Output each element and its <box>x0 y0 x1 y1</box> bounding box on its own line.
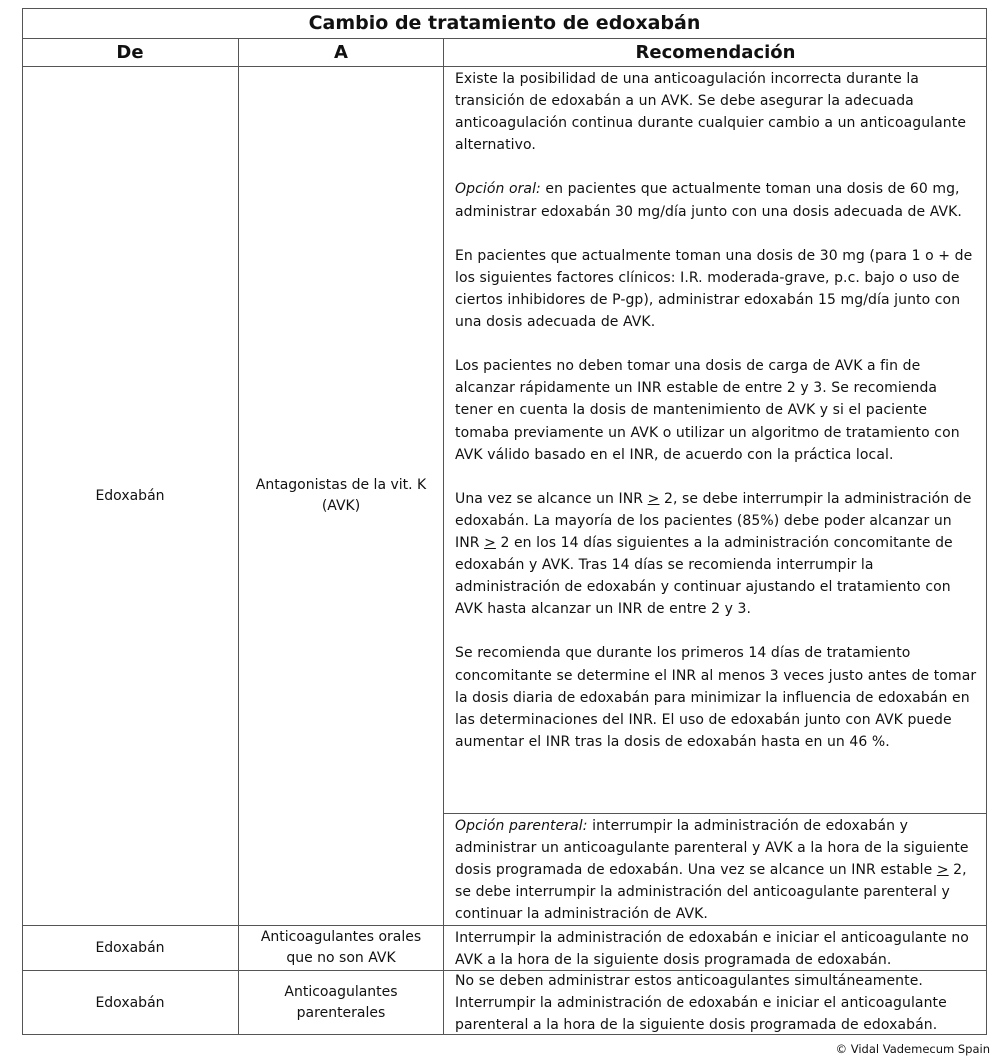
row1-parenteral-option <box>455 815 979 925</box>
p5-symbol-1: > <box>647 490 660 507</box>
header-recomendacion: Recomendación <box>635 41 796 63</box>
row2-a <box>239 926 443 970</box>
rec-paragraph-5 <box>455 488 979 621</box>
rec-paragraph-2 <box>455 178 979 222</box>
row3-de-text: Edoxabán <box>95 994 165 1011</box>
row3-a-text: Anticoagulantes parenterales <box>284 984 398 1021</box>
parenteral-divider <box>443 813 987 814</box>
oral-option-text: en pacientes que actualmente toman una dosis de 60 mg, administrar edoxabán 30 mg/día junto con una dosis adecuada de AVK. <box>455 181 962 220</box>
row1-de <box>22 67 238 925</box>
table-title: Cambio de tratamiento de edoxabán <box>308 12 701 34</box>
col-divider-2 <box>443 38 444 1035</box>
row1-a <box>239 67 443 925</box>
rec-paragraph-6: Se recomienda que durante los primeros 14 días de tratamiento concomitante se determine el INR al menos 3 veces justo antes de tomar la dosis diaria de edoxabán para minimizar la influencia de edoxabán en las determinaciones del INR. El uso de edoxabán junto con AVK puede aumentar el INR tras la dosis de edoxabán hasta en un 46 %. <box>455 645 977 750</box>
row1-a-text: Antagonistas de la vit. K (AVK) <box>255 477 427 514</box>
rec-paragraph-4: Los pacientes no deben tomar una dosis de carga de AVK a fin de alcanzar rápidamente un INR estable de entre 2 y 3. Se recomienda tener en cuenta la dosis de mantenimiento de AVK y si el paciente tomaba previamente un AVK o utilizar un algoritmo de tratamiento con AVK válido basado en el INR, de acuerdo con la práctica local. <box>455 358 960 463</box>
row3-recomendacion <box>455 970 979 1036</box>
row3-de <box>22 971 238 1035</box>
row1-recomendacion <box>455 68 979 753</box>
row1-de-text: Edoxabán <box>95 487 165 504</box>
parenteral-symbol: > <box>936 862 949 879</box>
header-a: A <box>334 41 348 63</box>
parenteral-text-b: 2, se debe interrumpir la administración del anticoagulante parenteral y continuar la administración de AVK. <box>455 862 967 923</box>
copyright-notice: © Vidal Vademecum Spain <box>835 1042 990 1056</box>
p5-text-c: 2 en los 14 días siguientes a la administración concomitante de edoxabán y AVK. Tras 14 días se recomienda interrumpir la administración de edoxabán y continuar ajustando el tratamiento con AVK hasta alcanzar un INR de entre 2 y 3. <box>455 534 953 618</box>
row2-de <box>22 926 238 970</box>
rec-paragraph-3: En pacientes que actualmente toman una dosis de 30 mg (para 1 o + de los siguientes factores clínicos: I.R. moderada-grave, p.c. bajo o uso de ciertos inhibidores de P-gp), administrar edoxabán 15 mg/día junto con una dosis adecuada de AVK. <box>455 247 973 331</box>
p5-text-b: 2, se debe interrumpir la administración de edoxabán. La mayoría de los pacientes (85%) debe poder alcanzar un INR <box>455 490 972 551</box>
row2-recomendacion <box>455 927 979 971</box>
p5-text-a: Una vez se alcance un INR <box>455 490 648 507</box>
p5-symbol-2: > <box>484 534 496 551</box>
parenteral-text-a: interrumpir la administración de edoxabán y administrar un anticoagulante parenteral y AVK a la hora de la siguiente dosis programada de edoxabán. Una vez se alcance un INR estable <box>455 818 969 879</box>
rec-paragraph-1: Existe la posibilidad de una anticoagulación incorrecta durante la transición de edoxabán a un AVK. Se debe asegurar la adecuada anticoagulación continua durante cualquier cambio a un anticoagulante alternativo. <box>455 71 967 154</box>
row2-a-text: Anticoagulantes orales que no son AVK <box>260 929 422 966</box>
rec-paragraph-parenteral <box>455 815 979 925</box>
header-de: De <box>116 41 144 63</box>
row3-rec-text: No se deben administrar estos anticoagulantes simultáneamente. Interrumpir la administración de edoxabán e iniciar el anticoagulante parenteral a la hora de la siguiente dosis programada de edoxabán. <box>455 973 947 1034</box>
row2-rec-text: Interrumpir la administración de edoxabán e iniciar el anticoagulante no AVK a la hora de la siguiente dosis programada de edoxabán. <box>455 930 969 969</box>
row2-de-text: Edoxabán <box>95 939 165 956</box>
row3-a <box>239 971 443 1035</box>
parenteral-option-label: Opción parenteral: <box>455 818 588 834</box>
oral-option-label: Opción oral: <box>455 181 541 198</box>
